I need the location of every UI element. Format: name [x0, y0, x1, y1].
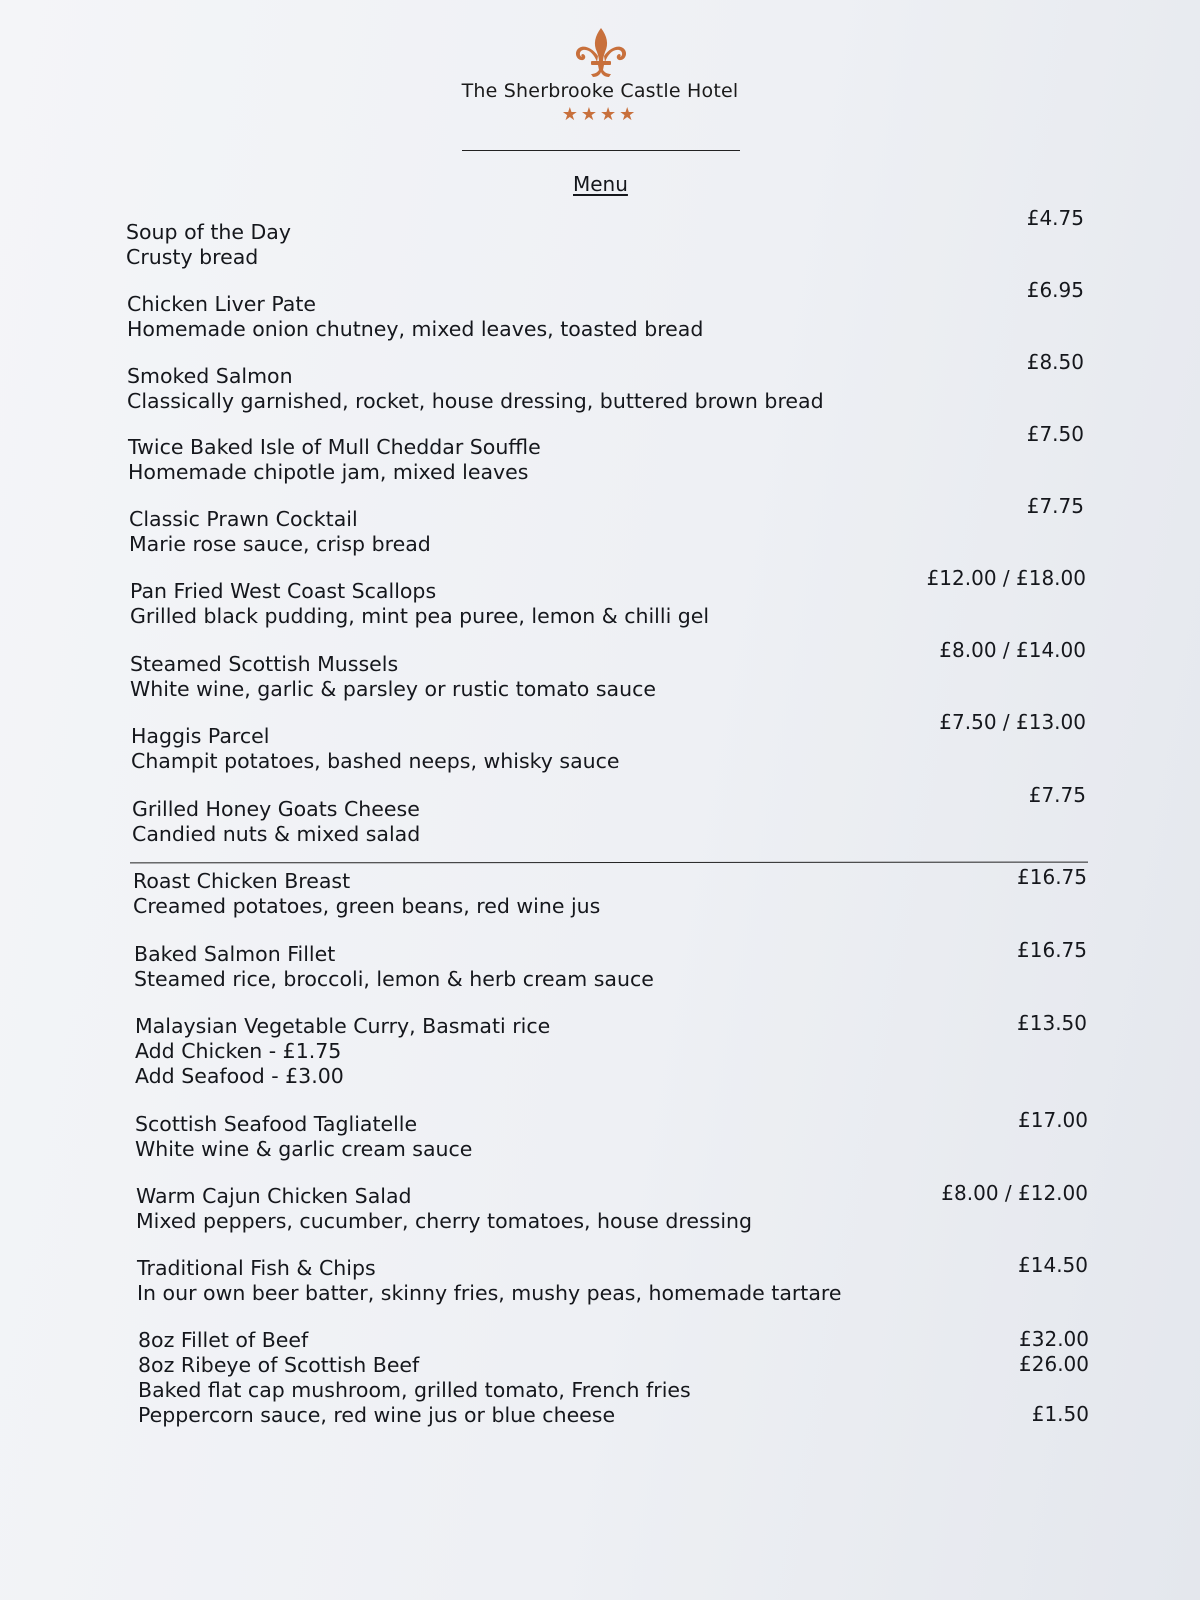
- menu-item: [130, 579, 709, 629]
- menu-item: [129, 507, 431, 557]
- item-price: £13.50: [1017, 1011, 1087, 1035]
- menu-item-beef: [138, 1328, 691, 1428]
- item-name: 8oz Fillet of Beef: [138, 1328, 309, 1352]
- item-price: £8.50: [1026, 350, 1084, 374]
- item-name: Soup of the Day: [126, 220, 291, 244]
- menu-item: [130, 652, 656, 702]
- item-price: £8.00 / £12.00: [941, 1181, 1088, 1205]
- item-description: Homemade chipotle jam, mixed leaves: [128, 460, 529, 484]
- price-ribeye: £26.00: [1019, 1352, 1089, 1376]
- item-description: Baked flat cap mushroom, grilled tomato, French fries: [138, 1378, 691, 1402]
- item-description: White wine, garlic & parsley or rustic tomato sauce: [130, 677, 656, 701]
- item-name: Smoked Salmon: [127, 364, 293, 388]
- item-name: Classic Prawn Cocktail: [129, 507, 358, 531]
- item-name: Traditional Fish & Chips: [137, 1256, 376, 1280]
- item-price: £7.50: [1026, 422, 1084, 446]
- menu-item: [135, 1014, 550, 1089]
- menu-item: [135, 1112, 472, 1162]
- item-name: 8oz Ribeye of Scottish Beef: [138, 1353, 420, 1377]
- menu-item: [134, 942, 654, 992]
- item-price: £16.75: [1017, 865, 1087, 889]
- item-description: Creamed potatoes, green beans, red wine jus: [133, 894, 601, 918]
- item-name: Warm Cajun Chicken Salad: [136, 1184, 412, 1208]
- menu-item: [126, 220, 291, 270]
- item-description: Mixed peppers, cucumber, cherry tomatoes, house dressing: [136, 1209, 753, 1233]
- price-sauce: £1.50: [1031, 1402, 1089, 1426]
- item-name: Pan Fried West Coast Scallops: [130, 579, 437, 603]
- item-price: £7.50 / £13.00: [939, 710, 1086, 734]
- item-description: Candied nuts & mixed salad: [132, 822, 421, 846]
- item-description: White wine & garlic cream sauce: [135, 1137, 473, 1161]
- item-description: Classically garnished, rocket, house dressing, buttered brown bread: [127, 389, 824, 413]
- item-description: Marie rose sauce, crisp bread: [129, 532, 431, 556]
- menu-item: [127, 292, 703, 342]
- item-description: Steamed rice, broccoli, lemon & herb cream sauce: [134, 967, 654, 991]
- item-description: Homemade onion chutney, mixed leaves, toasted bread: [127, 317, 704, 341]
- star-rating: ★★★★: [561, 104, 639, 125]
- item-price: £7.75: [1026, 494, 1084, 518]
- menu-item: [132, 797, 420, 847]
- item-price: £12.00 / £18.00: [926, 566, 1086, 590]
- fleur-de-lis-icon: [571, 26, 631, 80]
- item-description: Crusty bread: [126, 245, 259, 269]
- item-name: Scottish Seafood Tagliatelle: [135, 1112, 418, 1136]
- header-divider: [462, 150, 740, 151]
- item-description: Grilled black pudding, mint pea puree, lemon & chilli gel: [130, 604, 710, 628]
- item-name: Steamed Scottish Mussels: [130, 652, 399, 676]
- item-price: £7.75: [1028, 783, 1086, 807]
- item-name: Twice Baked Isle of Mull Cheddar Souffle: [128, 435, 541, 459]
- item-price: £16.75: [1017, 938, 1087, 962]
- menu-item: [128, 435, 541, 485]
- menu-item: [136, 1184, 752, 1234]
- item-name: Roast Chicken Breast: [133, 869, 351, 893]
- menu-item: [131, 724, 620, 774]
- item-description: In our own beer batter, skinny fries, mushy peas, homemade tartare: [137, 1281, 842, 1305]
- menu-title: Menu: [573, 172, 628, 196]
- item-price: £8.00 / £14.00: [939, 638, 1086, 662]
- item-sauce-option: Peppercorn sauce, red wine jus or blue cheese: [138, 1403, 616, 1427]
- item-name: Malaysian Vegetable Curry, Basmati rice: [135, 1014, 551, 1038]
- item-name: Grilled Honey Goats Cheese: [132, 797, 420, 821]
- item-name: Haggis Parcel: [131, 724, 270, 748]
- section-divider: [130, 862, 1088, 864]
- item-price: [1019, 1327, 1089, 1427]
- item-price: £6.95: [1026, 278, 1084, 302]
- item-price: £14.50: [1018, 1253, 1088, 1277]
- menu-header: [0, 26, 1200, 125]
- item-description: Champit potatoes, bashed neeps, whisky sauce: [131, 749, 620, 773]
- menu-item: [137, 1256, 842, 1306]
- menu-item: [133, 869, 600, 919]
- menu-item: [127, 364, 824, 414]
- item-name: Chicken Liver Pate: [127, 292, 316, 316]
- hotel-name: The Sherbrooke Castle Hotel: [461, 80, 739, 102]
- item-price: £17.00: [1018, 1108, 1088, 1132]
- item-price: £4.75: [1026, 206, 1084, 230]
- item-option: Add Seafood - £3.00: [135, 1064, 344, 1088]
- price-fillet: £32.00: [1019, 1327, 1089, 1351]
- item-name: Baked Salmon Fillet: [134, 942, 336, 966]
- item-option: Add Chicken - £1.75: [135, 1039, 342, 1063]
